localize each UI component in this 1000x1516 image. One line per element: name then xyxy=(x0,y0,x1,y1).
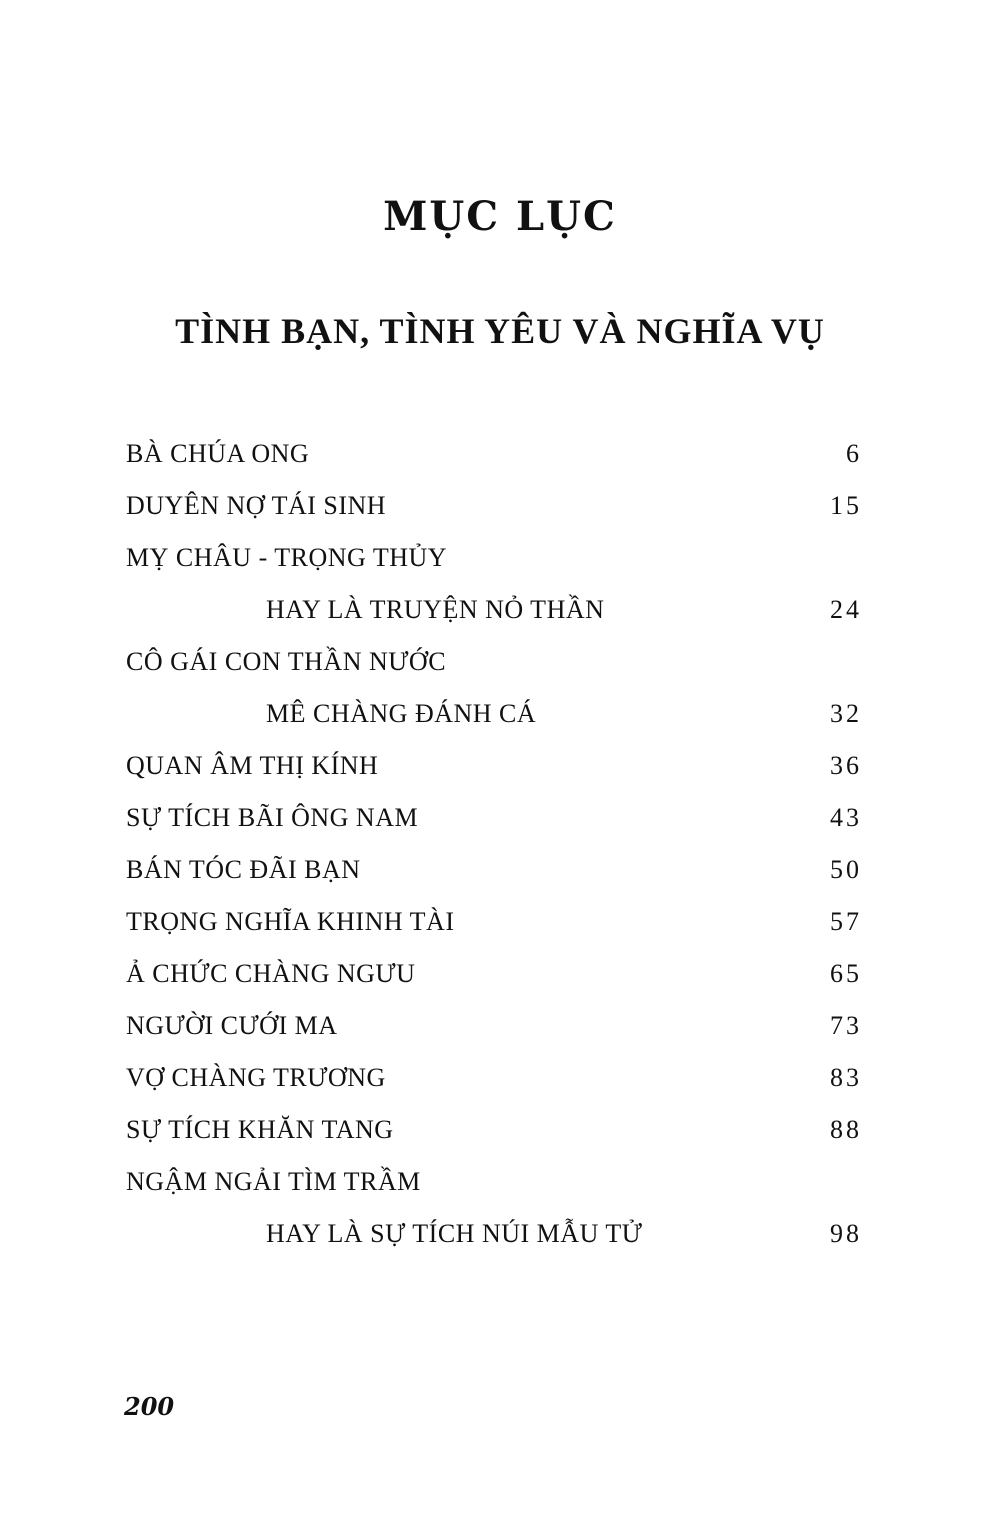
toc-entry-page: 50 xyxy=(830,855,862,884)
toc-entry-title: DUYÊN NỢ TÁI SINH xyxy=(126,491,387,520)
toc-entry-title: CÔ GÁI CON THẦN NƯỚC xyxy=(126,647,447,676)
page-title: MỤC LỤC xyxy=(383,193,617,240)
toc-entry-line xyxy=(126,642,862,694)
toc-entry xyxy=(126,1006,862,1058)
toc-entry xyxy=(126,1058,862,1110)
toc-entry-line xyxy=(126,954,862,1006)
toc-entry-line xyxy=(126,694,862,746)
toc-entry-page: 57 xyxy=(830,907,862,936)
toc-entry-line xyxy=(126,1006,862,1058)
toc-entry-subtitle: HAY LÀ SỰ TÍCH NÚI MẪU TỬ xyxy=(266,1219,643,1248)
toc-entry-line xyxy=(126,1214,862,1266)
toc-entry-page: 88 xyxy=(830,1115,862,1144)
page-number: 200 xyxy=(124,1392,175,1421)
toc-entry-title: MỴ CHÂU - TRỌNG THỦY xyxy=(126,543,448,572)
toc-entry-page: 24 xyxy=(830,595,862,624)
toc-entry-line xyxy=(126,746,862,798)
toc-entry-title: SỰ TÍCH BÃI ÔNG NAM xyxy=(126,803,419,832)
toc-entry-title: NGẬM NGẢI TÌM TRẦM xyxy=(126,1167,421,1196)
toc-entry-line xyxy=(126,434,862,486)
toc-entry-line xyxy=(126,798,862,850)
toc-entry-title: BÁN TÓC ĐÃI BẠN xyxy=(126,855,361,884)
toc-entry-title: VỢ CHÀNG TRƯƠNG xyxy=(126,1063,386,1092)
toc-entry-title: QUAN ÂM THỊ KÍNH xyxy=(126,751,379,780)
toc-entry-page: 73 xyxy=(830,1011,862,1040)
toc-entry-title: TRỌNG NGHĨA KHINH TÀI xyxy=(126,907,455,936)
toc-entry-subtitle: HAY LÀ TRUYỆN NỎ THẦN xyxy=(266,595,605,624)
toc-entry-page: 6 xyxy=(846,439,862,468)
toc-entry xyxy=(126,486,862,538)
toc-entry-page: 83 xyxy=(830,1063,862,1092)
section-heading: TÌNH BẠN, TÌNH YÊU VÀ NGHĨA VỤ xyxy=(175,311,825,351)
toc-entry xyxy=(126,434,862,486)
toc-entry xyxy=(126,798,862,850)
toc-entry xyxy=(126,954,862,1006)
toc-entry-title: SỰ TÍCH KHĂN TANG xyxy=(126,1115,394,1144)
toc-entry xyxy=(126,642,862,746)
table-of-contents xyxy=(126,434,862,1266)
toc-entry-line xyxy=(126,850,862,902)
toc-entry-title: Ả CHỨC CHÀNG NGƯU xyxy=(126,959,416,988)
toc-entry-page: 15 xyxy=(830,491,862,520)
toc-entry-line xyxy=(126,590,862,642)
toc-entry-title: BÀ CHÚA ONG xyxy=(126,439,310,468)
toc-entry-page: 43 xyxy=(830,803,862,832)
toc-entry xyxy=(126,1162,862,1266)
toc-entry xyxy=(126,538,862,642)
toc-entry-page: 32 xyxy=(830,699,862,728)
toc-entry xyxy=(126,850,862,902)
toc-entry xyxy=(126,1110,862,1162)
toc-entry xyxy=(126,902,862,954)
toc-entry-line xyxy=(126,1110,862,1162)
toc-entry-subtitle: MÊ CHÀNG ĐÁNH CÁ xyxy=(266,699,537,728)
toc-entry-page: 98 xyxy=(830,1219,862,1248)
toc-entry-line xyxy=(126,486,862,538)
toc-entry-line xyxy=(126,538,862,590)
toc-entry xyxy=(126,746,862,798)
toc-entry-line xyxy=(126,1162,862,1214)
toc-entry-page: 36 xyxy=(830,751,862,780)
toc-entry-page: 65 xyxy=(830,959,862,988)
toc-entry-line xyxy=(126,1058,862,1110)
toc-entry-line xyxy=(126,902,862,954)
toc-entry-title: NGƯỜI CƯỚI MA xyxy=(126,1011,338,1040)
